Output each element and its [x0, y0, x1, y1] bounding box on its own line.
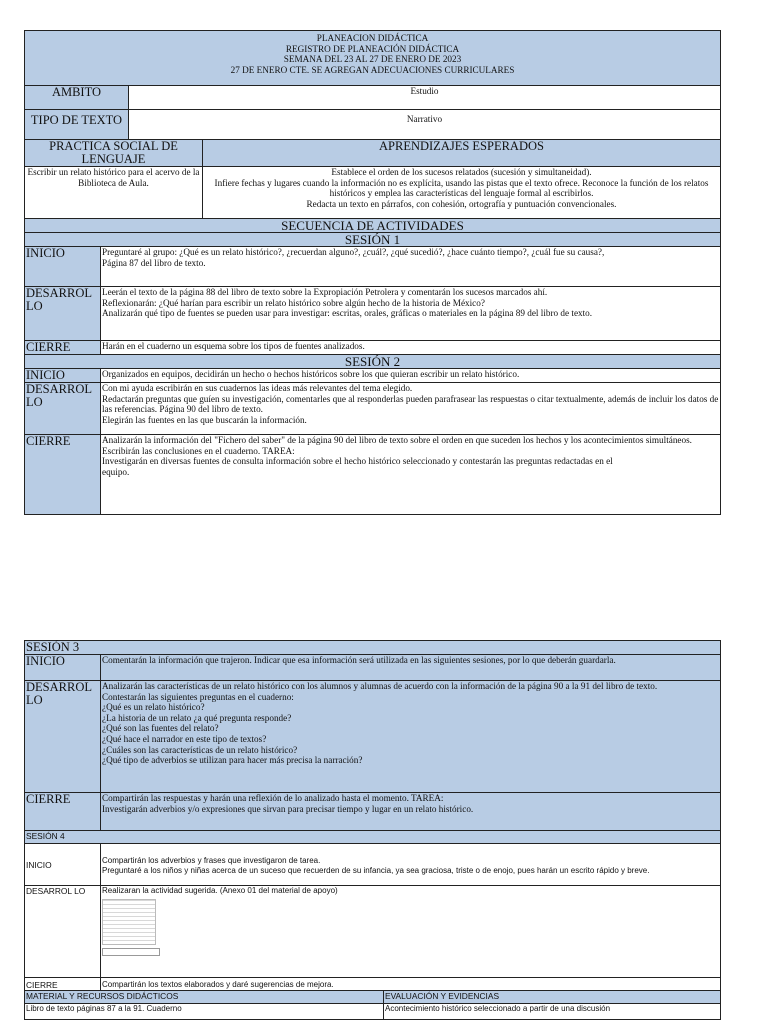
sesion3-desarrollo-label: DESARROLLO	[25, 681, 101, 793]
header-line-2: REGISTRO DE PLANEACIÓN DIDÁCTICA	[285, 43, 460, 54]
header-line-3: SEMANA DEL 23 AL 27 DE ENERO DE 2023	[283, 54, 462, 65]
evaluacion-text: Acontecimiento histórico seleccionado a partir de una discusión	[384, 1004, 721, 1020]
tipo-texto-value: Narrativo	[129, 110, 721, 140]
sesion2-desarrollo-text: Con mi ayuda escribirán en sus cuadernos las ideas más relevantes del tema elegido. Redactarán preguntas que guíen su investigación, comentarles que al responderlas pueden parafrasear las respuestas o citar textualmente, además de incluir los datos de las referencias. Página 90 del libro de texto. Elegirán las fuentes en las que buscarán la información.	[101, 383, 721, 435]
sesion1-cierre-label: CIERRE	[25, 341, 101, 355]
sesion4-desarrollo-text: Realizaran la actividad sugerida. (Anexo 01 del material de apoyo)	[102, 886, 338, 895]
sesion1-cierre-text: Harán en el cuaderno un esquema sobre los tipos de fuentes analizados.	[101, 341, 721, 355]
ambito-value: Estudio	[129, 86, 721, 110]
sesion2-title: SESIÓN 2	[25, 355, 721, 369]
sesion3-cierre-text: Compartirán las respuestas y harán una reflexión de lo analizado hasta el momento. TAREA: Investigarán adverbios y/o expresiones que sirvan para precisar tiempo y lugar en un relato histórico.	[101, 793, 721, 831]
aprendizajes-label: APRENDIZAJES ESPERADOS	[203, 140, 721, 167]
sesion1-desarrollo-label: DESARROLLO	[25, 287, 101, 341]
sesion2-cierre-text: Analizarán la información del "Fichero del saber" de la página 90 del libro de texto sobre el orden en que suceden los hechos y los acontecimientos simultáneos. Escribirán las conclusiones en el cuaderno. TAREA: Investigarán en diversas fuentes de consulta información sobre el hecho histórico seleccionado y contestarán las preguntas redactadas en el equipo.	[101, 435, 721, 515]
ambito-label: AMBITO	[25, 86, 129, 110]
sesion4-desarrollo-label: DESARROL LO	[25, 886, 101, 978]
sesion3-title: SESIÓN 3	[25, 641, 721, 655]
planeacion-table-page-1	[24, 30, 721, 515]
sesion2-cierre-label: CIERRE	[25, 435, 101, 515]
sesion1-desarrollo-text: Leerán el texto de la página 88 del libro de texto sobre la Expropiación Petrolera y comentarán los sucesos marcados ahí. Reflexionarán: ¿Qué harían para escribir un relato histórico sobre algún hecho de la historia de México? Analizarán qué tipo de fuentes se pueden usar para investigar: escritas, orales, gráficas o materiales en la página 89 del libro de texto.	[101, 287, 721, 341]
secuencia-label: SECUENCIA DE ACTIVIDADES	[25, 219, 721, 233]
material-label: MATERIAL Y RECURSOS DIDÁCTICOS	[25, 991, 384, 1004]
sesion2-desarrollo-label: DESARROLLO	[25, 383, 101, 435]
sesion1-title: SESIÓN 1	[25, 233, 721, 247]
sesion4-inicio-label: INICIO	[25, 844, 101, 886]
practica-label: PRACTICA SOCIAL DE LENGUAJE	[25, 140, 203, 167]
header-cell	[25, 31, 721, 86]
sesion3-inicio-text: Comentarán la información que trajeron. Indicar que esa información será utilizada en las siguientes sesiones, por lo que deberán guardarla.	[101, 655, 721, 681]
material-text: Libro de texto páginas 87 a la 91. Cuaderno	[25, 1004, 384, 1020]
sesion2-inicio-label: INICIO	[25, 369, 101, 383]
planeacion-table-page-2	[24, 640, 721, 1020]
sesion1-inicio-label: INICIO	[25, 247, 101, 287]
sesion2-inicio-text: Organizados en equipos, decidirán un hecho o hechos históricos sobre los que quieran escribir un relato histórico.	[101, 369, 721, 383]
anexo-thumbnail-image	[102, 899, 156, 945]
sesion4-desarrollo-cell	[101, 886, 721, 978]
aprendizajes-text: Establece el orden de los sucesos relatados (sucesión y simultaneidad). Infiere fechas y lugares cuando la información no es explícita, usando las pistas que el texto ofrece. Reconoce la función de los relatos históricos y emplea las características del lenguaje formal al escribirlos. Redacta un texto en párrafos, con cohesión, ortografía y puntuación convencionales.	[203, 167, 721, 219]
anexo-thumbnail-caption-box	[102, 948, 160, 956]
sesion4-cierre-label: CIERRE	[25, 978, 101, 991]
sesion1-inicio-text: Preguntaré al grupo: ¿Qué es un relato histórico?, ¿recuerdan alguno?, ¿cuál?, ¿qué sucedió?, ¿hace cuánto tiempo?, ¿cuál fue su causa?, Página 87 del libro de texto.	[101, 247, 721, 287]
practica-text: Escribir un relato histórico para el acervo de la Biblioteca de Aula.	[25, 167, 203, 219]
sesion3-inicio-label: INICIO	[25, 655, 101, 681]
sesion3-desarrollo-text: Analizarán las características de un relato histórico con los alumnos y alumnas de acuerdo con la información de la página 90 a la 91 del libro de texto. Contestarán las siguientes preguntas en el cuaderno: ¿Qué es un relato histórico? ¿La historia de un relato ¿a qué pregunta responde? ¿Qué son las fuentes del relato? ¿Qué hace el narrador en este tipo de textos? ¿Cuáles son las características de un relato histórico? ¿Qué tipo de adverbios se utilizan para hacer más precisa la narración?	[101, 681, 721, 793]
sesion4-inicio-text: Compartirán los adverbios y frases que investigaron de tarea. Preguntaré a los niños y niñas acerca de un suceso que recuerden de su infancia, ya sea graciosa, triste o de enojo, pues harán un escrito rápido y breve.	[101, 844, 721, 886]
tipo-texto-label: TIPO DE TEXTO	[25, 110, 129, 140]
evaluacion-label: EVALUACIÓN Y EVIDENCIAS	[384, 991, 721, 1004]
header-line-4: 27 DE ENERO CTE. SE AGREGAN ADECUACIONES CURRICULARES	[230, 64, 515, 75]
sesion3-cierre-label: CIERRE	[25, 793, 101, 831]
sesion4-cierre-text: Compartirán los textos elaborados y daré sugerencias de mejora.	[101, 978, 721, 991]
header-line-1: PLANEACION DIDÁCTICA	[316, 33, 429, 43]
sesion4-title: SESIÓN 4	[25, 831, 721, 844]
